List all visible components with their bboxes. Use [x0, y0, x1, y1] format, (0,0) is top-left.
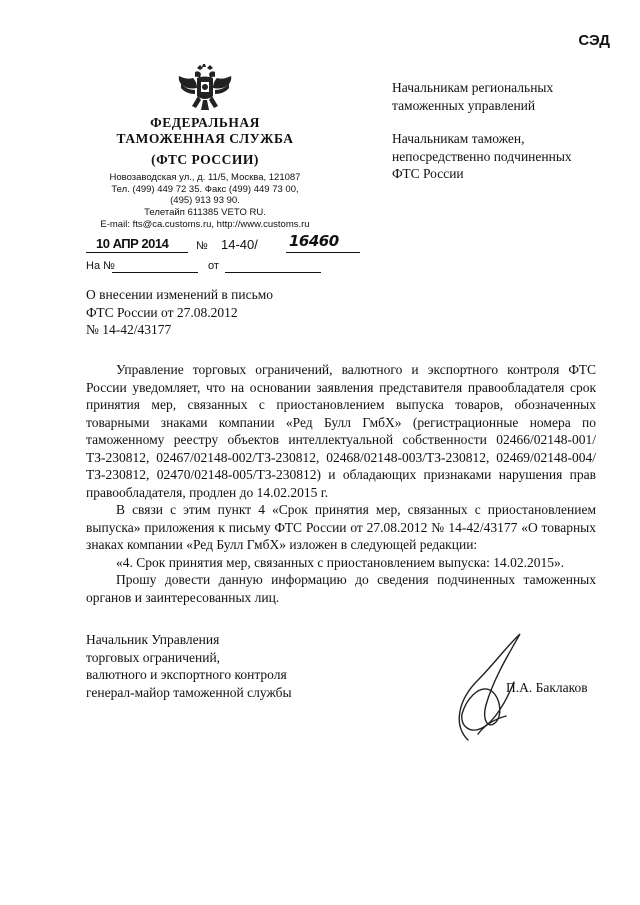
signer-line: торговых ограничений,: [86, 649, 221, 665]
addressee-line: таможенных управлений: [392, 97, 536, 113]
org-line-1: ФЕДЕРАЛЬНАЯ: [150, 115, 260, 130]
addressee-regional: [392, 79, 622, 114]
in-reply-label: На №: [86, 260, 115, 272]
teletype: Телетайп 611385 VETO RU.: [144, 207, 266, 219]
addressee-line: Начальникам региональных: [392, 80, 554, 95]
body-paragraph-1: Управление торговых ограничений, валютного и экспортного контроля ФТС России уведомляет, что на основании заявления представителя правообладателя срок принятия мер, связанных с приостановлением выпуска товаров, обозначенных товарными знаками компании «Ред Булл ГмбХ» (регистрационные номера по таможенному реестру объектов интеллектуальной собственности 02466/02148-001/ТЗ-230812, 02467/02148-002/ТЗ-230812, 02468/02148-003/ТЗ-230812, 02469/02148-004/ТЗ-230812, 02470/02148-005/ТЗ-230812) и обладающих признаками нарушения прав правообладателя, продлен до 14.02.2015 г.: [86, 362, 596, 500]
number-handwritten: 16460: [289, 232, 339, 250]
signer-name: П.А. Баклаков: [506, 680, 588, 695]
email-web: E-mail: fts@ca.customs.ru, http://www.customs.ru: [100, 218, 310, 230]
signer-title: [86, 631, 346, 701]
from-underline: [225, 272, 321, 273]
signer-line: Начальник Управления: [86, 632, 220, 647]
addressee-line: непосредственно подчиненных: [392, 148, 572, 164]
signer-line: валютного и экспортного контроля: [86, 667, 287, 682]
coat-of-arms-icon: [177, 64, 233, 114]
address: Новозаводская ул., д. 11/5, Москва, 121087: [109, 172, 301, 183]
addressee-line: Начальникам таможен,: [392, 131, 525, 146]
signer-line: генерал-майор таможенной службы: [86, 684, 292, 700]
date-underline: [86, 252, 188, 253]
number-underline: [286, 252, 360, 253]
body-paragraph-2: В связи с этим пункт 4 «Срок принятия мер, связанных с приостановлением выпуска» приложения к письму ФТС России от 27.08.2012 № 14-42/43177 «О товарных знаках компании «Ред Булл ГмбХ» изложен в следующей редакции:: [86, 502, 596, 552]
subject-line: № 14-42/43177: [86, 322, 172, 337]
number-label: №: [196, 240, 208, 252]
subject-line: ФТС России от 27.08.2012: [86, 304, 238, 320]
body-paragraph-4: Прошу довести данную информацию до сведения подчиненных таможенных органов и заинтересованных лиц.: [86, 572, 596, 605]
addressee-line: ФТС России: [392, 166, 464, 181]
in-reply-row: [86, 260, 356, 276]
registration-row: [86, 232, 356, 257]
subject-line: О внесении изменений в письмо: [86, 287, 274, 302]
body-paragraph-3: «4. Срок принятия мер, связанных с приостановлением выпуска: 14.02.2015».: [116, 554, 565, 570]
sender-contacts: [60, 172, 350, 231]
phone-2: (495) 913 93 90.: [170, 195, 240, 207]
letter-body: [86, 361, 596, 606]
date-stamp: 10 АПР 2014: [96, 236, 169, 251]
from-label: от: [208, 260, 219, 272]
number-prefix: 14-40/: [221, 237, 258, 252]
sed-mark: СЭД: [578, 32, 610, 49]
sender-organization: [60, 115, 350, 147]
org-line-2: ТАМОЖЕННАЯ СЛУЖБА: [116, 131, 294, 146]
phone-fax: Тел. (499) 449 72 35. Факс (499) 449 73 00,: [111, 183, 299, 195]
letter-subject: [86, 286, 366, 339]
addressee-customs: [392, 130, 622, 183]
org-abbreviation: (ФТС РОССИИ): [151, 152, 259, 167]
in-reply-underline: [112, 272, 198, 273]
